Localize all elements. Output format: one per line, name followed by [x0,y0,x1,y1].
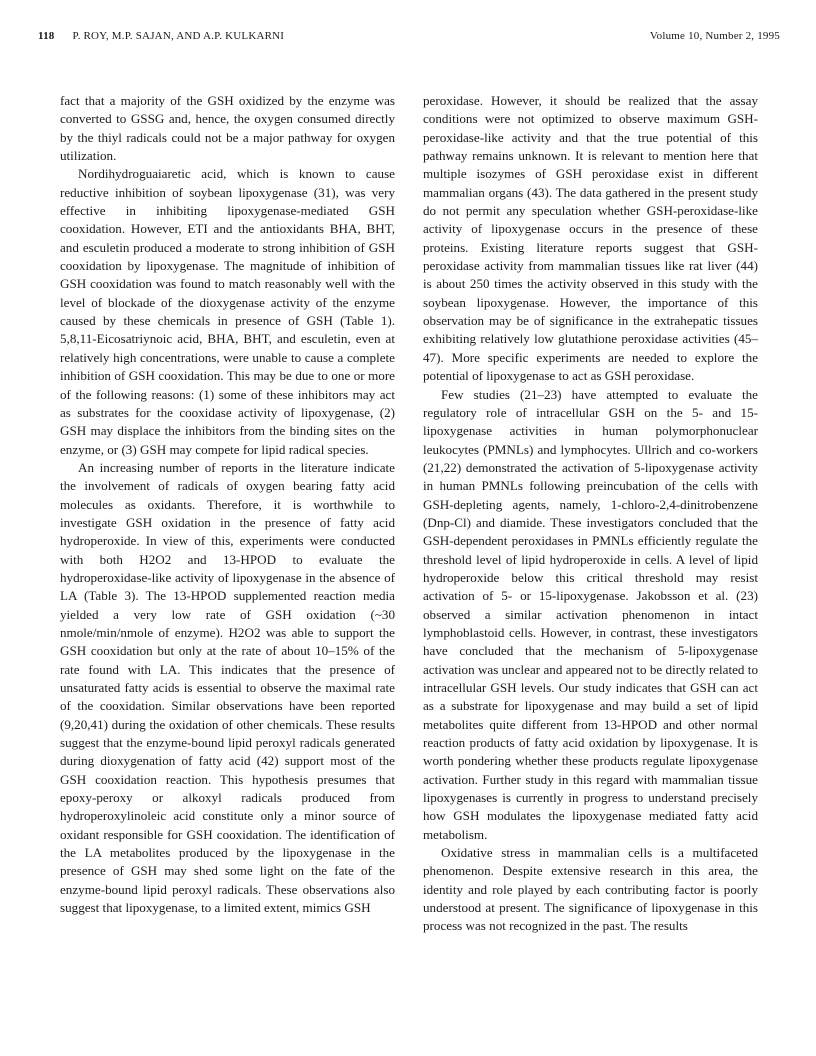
paragraph: peroxidase. However, it should be realized that the assay conditions were not optimized to observe maximum GSH-peroxidase-like activity and that the true potential of this pathway remains unknown. It is relevant to mention here that multiple isozymes of GSH peroxidase exist in different mammalian organs (43). The data gathered in the present study do not permit any speculation whether GSH-peroxidase-like activity of lipoxygenase occurs in the presence of these proteins. Existing literature reports suggest that GSH-peroxidase activity from mammalian tissues like rat liver (44) is about 250 times the activity observed in this study with the soybean lipoxygenase. However, the importance of this observation may be of significance in the extrahepatic tissues exhibiting relatively low glutathione peroxidase activities (45–47). More specific experiments are needed to explore the potential of lipoxygenase to act as GSH peroxidase. [423,93,758,384]
paragraph: Nordihydroguaiaretic acid, which is known to cause reductive inhibition of soybean lipoxygenase (31), was very effective in inhibiting lipoxygenase-mediated GSH cooxidation. However, ETI and the antioxidants BHA, BHT, and esculetin produced a moderate to strong inhibition of GSH cooxidation by lipoxygenase. The magnitude of inhibition of GSH cooxidation was found to match reasonably well with the level of blockade of the dioxygenase activity of the enzyme caused by these chemicals in presence of GSH (Table 1). 5,8,11-Eicosatriynoic acid, BHA, BHT, and esculetin, even at relatively high concentrations, were unable to cause a complete inhibition of GSH cooxidation. This may be due to one or more of the following reasons: (1) some of these inhibitors may act as substrates for the cooxidase activity of lipoxygenase, (2) GSH may displace the inhibitors from the binding sites on the enzyme, or (3) GSH may compete for lipid radical species. [60,166,395,457]
right-column [423,92,758,936]
paragraph: fact that a majority of the GSH oxidized by the enzyme was converted to GSSG and, hence, the oxygen consumed directly by the thiyl radicals could not be a major pathway for oxygen utilization. [60,93,395,164]
page-number: 118 [38,30,55,42]
paragraph: An increasing number of reports in the literature indicate the involvement of radicals of oxygen bearing fatty acid molecules as oxidants. Therefore, it is worthwhile to investigate GSH oxidation in the presence of fatty acid hydroperoxide. In view of this, experiments were conducted with both H2O2 and 13-HPOD to evaluate the hydroperoxidase-like activity of lipoxygenase in the absence of LA (Table 3). The 13-HPOD supplemented reaction media yielded a very low rate of GSH oxidation (~30 nmole/min/nmole of enzyme). H2O2 was able to support the GSH cooxidation but only at the rate of about 10–15% of the rate found with LA. This indicates that the presence of unsaturated fatty acids is essential to observe the maximal rate of the cooxidation. Similar observations have been reported (9,20,41) during the oxidation of other chemicals. These results suggest that the enzyme-bound lipid peroxyl radicals generated during dioxygenation of fatty acid (42) support most of the GSH cooxidation reaction. This hypothesis presumes that epoxy-peroxy or alkoxyl radicals produced from hydroperoxylinoleic acid constitute only a minor source of oxidant responsible for GSH cooxidation. The identification of the LA metabolites produced by the lipoxygenase in the presence of GSH may shed some light on the fate of the enzyme-bound lipid peroxyl radicals. These observations also suggest that lipoxygenase, to a limited extent, mimics GSH [60,459,395,916]
volume-info: Volume 10, Number 2, 1995 [649,30,780,42]
running-head [38,30,780,42]
paragraph: Oxidative stress in mammalian cells is a multifaceted phenomenon. Despite extensive research in this area, the identity and role played by each contributing factor is poorly understood at present. The significance of lipoxygenase in this process was not recognized in the past. The results [423,845,758,934]
running-head-left [38,30,284,42]
left-column [60,92,395,936]
authors: P. ROY, M.P. SAJAN, AND A.P. KULKARNI [72,30,285,42]
body-columns [60,92,758,936]
paragraph: Few studies (21–23) have attempted to evaluate the regulatory role of intracellular GSH on the 5- and 15-lipoxygenase activities in human polymorphonuclear leukocytes (PMNLs) and lymphocytes. Ullrich and co-workers (21,22) demonstrated the activation of 5-lipoxygenase activity in human PMNLs following preincubation of the cells with GSH-depleting agents, namely, 1-chloro-2,4-dinitrobenzene (Dnp-Cl) and diamide. These investigators concluded that the GSH-dependent peroxidases in PMNLs efficiently regulate the threshold level of lipid hydroperoxide in cells. A level of lipid hydroperoxide below this critical threshold may resist activation of 5- or 15-lipoxygenase. Jakobsson et al. (23) observed a similar activation phenomenon in intact lymphoblastoid cells. However, in contrast, these investigators have concluded that the mechanism of 5-lipoxygenase activation was unclear and appeared not to be directly related to intracellular GSH levels. Our study indicates that GSH can act as a substrate for lipoxygenase and may build a set of lipid metabolites quite different from 13-HPOD and other normal reaction products of fatty acid oxidation by lipoxygenase. It is worth pondering whether these products regulate lipoxygenase activation. Further study in this regard with mammalian tissue lipoxygenases is currently in progress to understand precisely how GSH modulates the lipoxygenase mediated fatty acid metabolism. [423,386,758,842]
